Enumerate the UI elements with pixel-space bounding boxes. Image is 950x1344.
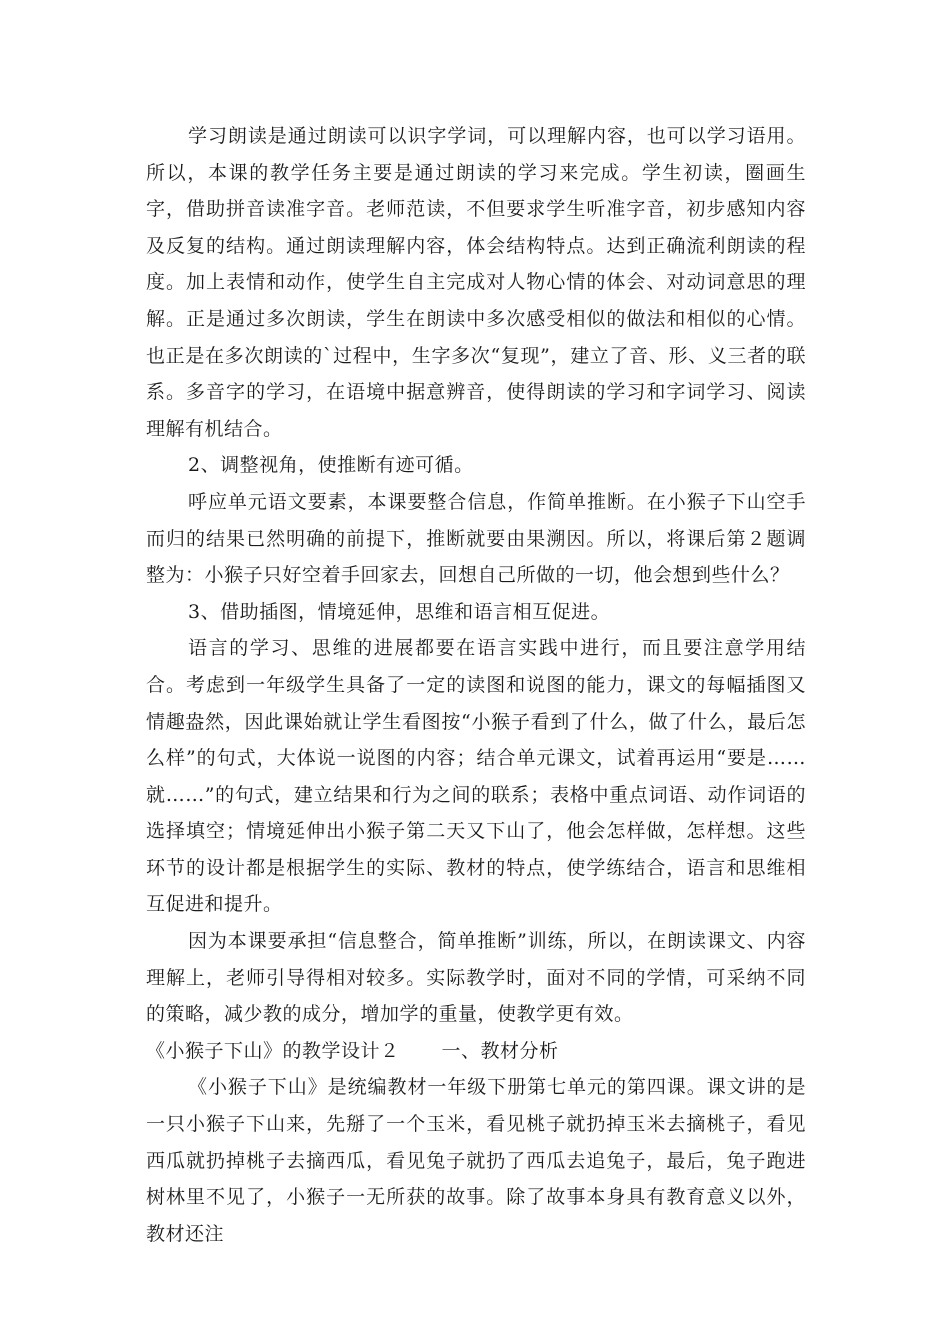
section-heading-line bbox=[146, 1033, 806, 1070]
section-subtitle: 一、教材分析 bbox=[441, 1039, 559, 1062]
section-title: 《小猴子下山》的教学设计２ bbox=[146, 1039, 400, 1062]
paragraph-reading-method: 学习朗读是通过朗读可以识字学词，可以理解内容，也可以学习语用。所以，本课的教学任务主要是通过朗读的学习来完成。学生初读，圈画生字，借助拼音读准字音。老师范读，不但要求学生听准字音，初步感知内容及反复的结构。通过朗读理解内容，体会结构特点。达到正确流利朗读的程度。加上表情和动作，使学生自主完成对人物心情的体会、对动词意思的理解。正是通过多次朗读，学生在朗读中多次感受相似的做法和相似的心情。也正是在多次朗读的`过程中，生字多次“复现”，建立了音、形、义三者的联系。多音字的学习，在语境中据意辨音，使得朗读的学习和字词学习、阅读理解有机结合。 bbox=[146, 125, 806, 440]
paragraph-inference: 呼应单元语文要素，本课要整合信息，作简单推断。在小猴子下山空手而归的结果已然明确的前提下，推断就要由果溯因。所以，将课后第２题调整为：小猴子只好空着手回家去，回想自己所做的一切，他会想到些什么？ bbox=[146, 490, 806, 587]
point-3-heading: 3、借助插图，情境延伸，思维和语言相互促进。 bbox=[188, 600, 611, 623]
document-page bbox=[146, 118, 806, 1252]
point-2-heading: 2、调整视角，使推断有迹可循。 bbox=[188, 454, 474, 477]
paragraph-teaching-strategy: 因为本课要承担“信息整合，简单推断”训练，所以，在朗读课文、内容理解上，老师引导得相对较多。实际教学时，面对不同的学情，可采纳不同的策略，减少教的成分，增加学的重量，使教学更有效。 bbox=[146, 930, 806, 1026]
paragraph-language-thinking: 语言的学习、思维的进展都要在语言实践中进行，而且要注意学用结合。考虑到一年级学生具备了一定的读图和说图的能力，课文的每幅插图又情趣盎然，因此课始就让学生看图按“小猴子看到了什么，做了什么，最后怎么样”的句式，大体说一说图的内容；结合单元课文，试着再运用“要是……就……”的句式，建立结果和行为之间的联系；表格中重点词语、动作词语的选择填空；情境延伸出小猴子第二天又下山了，他会怎样做，怎样想。这些环节的设计都是根据学生的实际、教材的特点，使学练结合，语言和思维相互促进和提升。 bbox=[146, 637, 806, 916]
paragraph-textbook-analysis: 《小猴子下山》是统编教材一年级下册第七单元的第四课。课文讲的是一只小猴子下山来，先掰了一个玉米，看见桃子就扔掉玉米去摘桃子，看见西瓜就扔掉桃子去摘西瓜，看见兔子就扔了西瓜去追兔子，最后，兔子跑进树林里不见了，小猴子一无所获的故事。除了故事本身具有教育意义以外，教材还注 bbox=[146, 1076, 806, 1245]
